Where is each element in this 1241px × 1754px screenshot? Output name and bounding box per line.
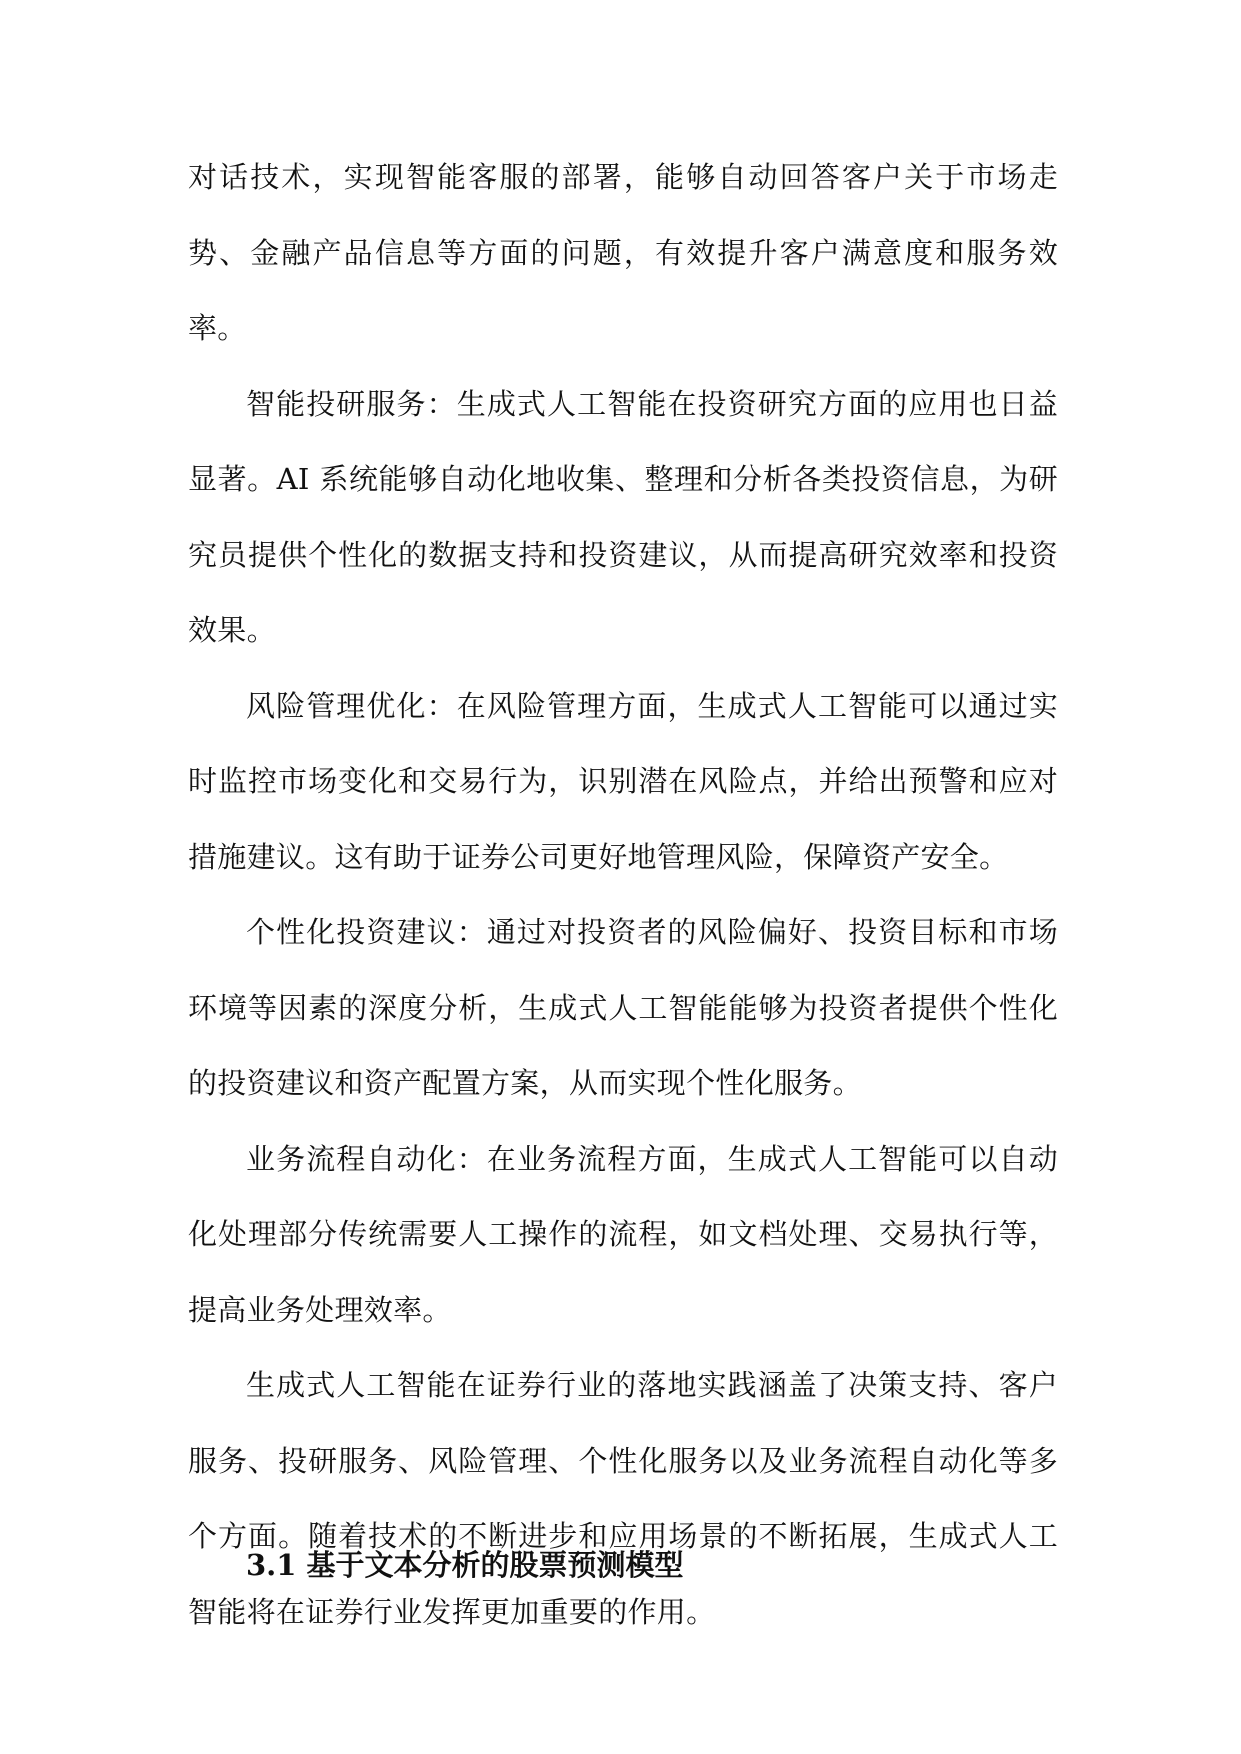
body-text [188, 140, 1058, 1650]
paragraph-smart-research: 智能投研服务：生成式人工智能在投资研究方面的应用也日益显著。AI 系统能够自动化地收集、整理和分析各类投资信息，为研究员提供个性化的数据支持和投资建议，从而提高研究效率和投资效果。 [188, 386, 1058, 647]
section-heading: 3.1 基于文本分析的股票预测模型 [246, 1548, 684, 1582]
paragraph-summary: 生成式人工智能在证券行业的落地实践涵盖了决策支持、客户服务、投研服务、风险管理、个性化服务以及业务流程自动化等多个方面。随着技术的不断进步和应用场景的不断拓展，生成式人工智能将在证券行业发挥更加重要的作用。 [188, 1368, 1058, 1629]
paragraph-risk-management: 风险管理优化：在风险管理方面，生成式人工智能可以通过实时监控市场变化和交易行为，识别潜在风险点，并给出预警和应对措施建议。这有助于证券公司更好地管理风险，保障资产安全。 [188, 688, 1058, 874]
paragraph-process-automation: 业务流程自动化：在业务流程方面，生成式人工智能可以自动化处理部分传统需要人工操作的流程，如文档处理、交易执行等，提高业务处理效率。 [188, 1141, 1058, 1327]
paragraph-continuation: 对话技术，实现智能客服的部署，能够自动回答客户关于市场走势、金融产品信息等方面的问题，有效提升客户满意度和服务效率。 [188, 160, 1058, 345]
paragraph-personalized-advice: 个性化投资建议：通过对投资者的风险偏好、投资目标和市场环境等因素的深度分析，生成式人工智能能够为投资者提供个性化的投资建议和资产配置方案，从而实现个性化服务。 [188, 915, 1058, 1100]
